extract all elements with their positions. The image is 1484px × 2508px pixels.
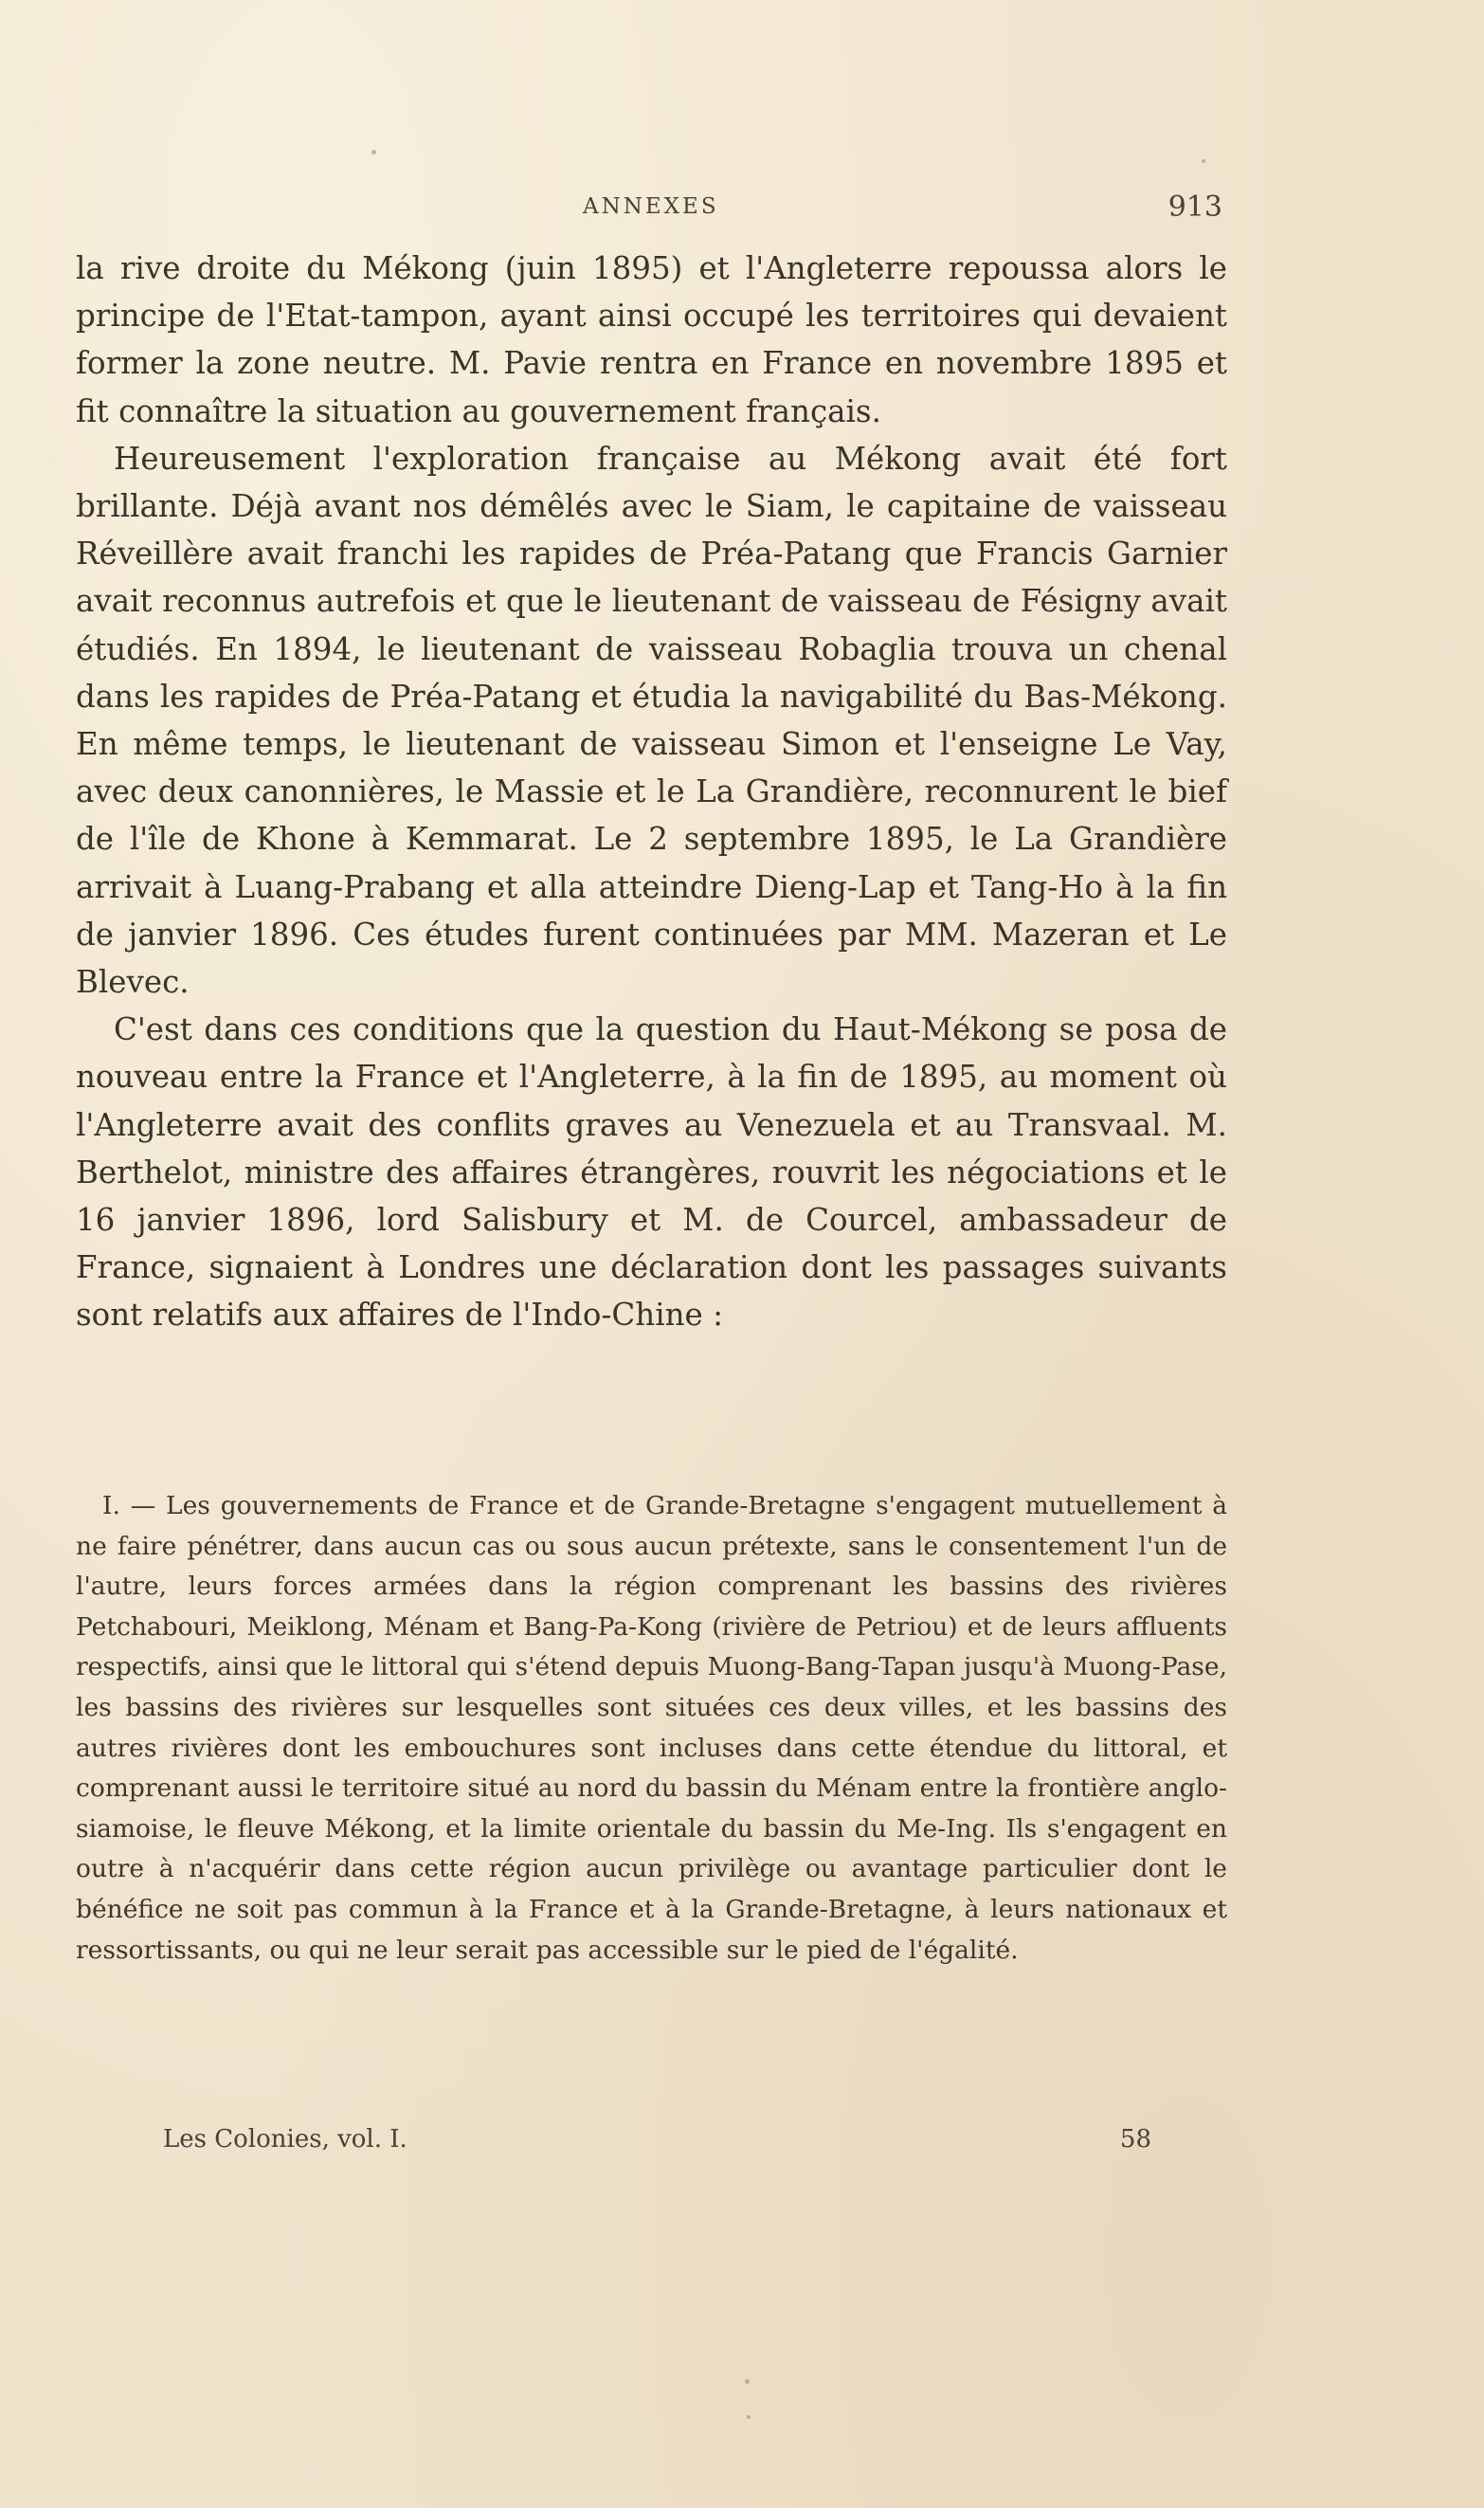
page-footer — [76, 2125, 1227, 2163]
paragraph-exploration: Heureusement l'exploration française au Mékong avait été fort brillante. Déjà avant nos démêlés avec le Siam, le capitaine de vaisseau Réveillère avait franchi les rapides de Préa-Patang que Francis Garnier avait reconnus autrefois et que le lieutenant de vaisseau de Fésigny avait étudiés. En 1894, le lieutenant de vaisseau Robaglia trouva un chenal dans les rapides de Préa-Patang et étudia la navigabilité du Bas-Mékong. En même temps, le lieutenant de vaisseau Simon et l'enseigne Le Vay, avec deux canonnières, le Massie et le La Grandière, reconnurent le bief de l'île de Khone à Kemmarat. Le 2 septembre 1895, le La Grandière arrivait à Luang-Prabang et alla atteindre Dieng-Lap et Tang-Ho à la fin de janvier 1896. Ces études furent continuées par MM. Mazeran et Le Blevec. — [76, 440, 1227, 1001]
volume-signature: Les Colonies, vol. I. — [163, 2125, 407, 2154]
page-number: 913 — [1167, 191, 1222, 224]
gathering-signature: 58 — [1119, 2125, 1151, 2154]
paper-speck — [747, 2415, 751, 2419]
paper-speck — [371, 150, 376, 154]
paper-speck — [1202, 159, 1205, 163]
running-title: ANNEXES — [583, 194, 719, 219]
paragraph-continuation: la rive droite du Mékong (juin 1895) et l'Angleterre repoussa alors le principe de l'Etat-tampon, ayant ainsi occupé les territoires qui devaient former la zone neutre. M. Pavie rentra en France en novembre 1895 et fit connaître la situation au gouvernement français. — [76, 250, 1227, 429]
body-text — [76, 245, 1227, 1339]
treaty-article-1: I. — Les gouvernements de France et de Grande-Bretagne s'engagent mutuellement à ne faire pénétrer, dans aucun cas ou sous aucun prétexte, sans le consentement l'un de l'autre, leurs forces armées dans la région comprenant les bassins des rivières Petchabouri, Meiklong, Ménam et Bang-Pa-Kong (rivière de Petriou) et de leurs affluents respectifs, ainsi que le littoral qui s'étend depuis Muong-Bang-Tapan jusqu'à Muong-Pase, les bassins des rivières sur lesquelles sont situées ces deux villes, et les bassins des autres rivières dont les embouchures sont incluses dans cette étendue du littoral, et comprenant aussi le territoire situé au nord du bassin du Ménam entre la frontière anglo-siamoise, le fleuve Mékong, et la limite orientale du bassin du Me-Ing. Ils s'engagent en outre à n'acquérir dans cette région aucun privilège ou avantage particulier dont le bénéfice ne soit pas commun à la France et à la Grande-Bretagne, à leurs nationaux et ressortissants, ou qui ne leur serait pas accessible sur le pied de l'égalité. — [76, 1491, 1227, 1965]
paragraph-negotiations: C'est dans ces conditions que la question du Haut-Mékong se posa de nouveau entre la France et l'Angleterre, à la fin de 1895, au moment où l'Angleterre avait des conflits graves au Venezuela et au Transvaal. M. Berthelot, ministre des affaires étrangères, rouvrit les négociations et le 16 janvier 1896, lord Salisbury et M. de Courcel, ambassadeur de France, signaient à Londres une déclaration dont les passages suivants sont relatifs aux affaires de l'Indo-Chine : — [76, 1011, 1227, 1334]
running-head — [76, 191, 1222, 232]
treaty-quote — [76, 1486, 1227, 1971]
paper-speck — [745, 2379, 750, 2384]
